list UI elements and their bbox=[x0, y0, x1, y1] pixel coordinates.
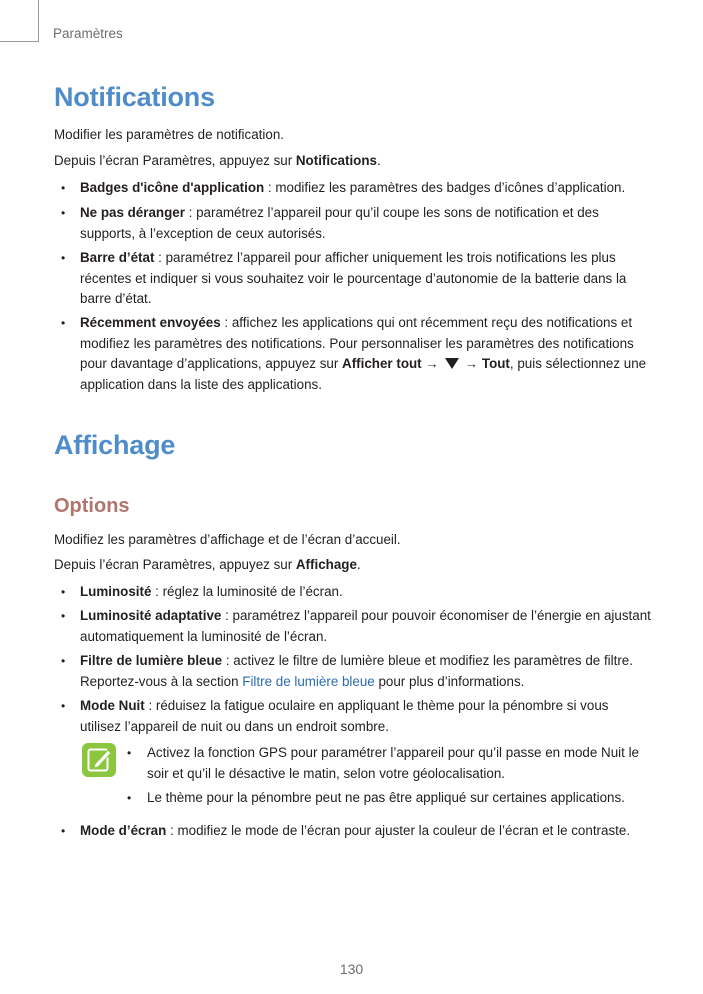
corner-mark-vertical bbox=[38, 0, 39, 42]
bullet-dot: • bbox=[61, 585, 66, 599]
subsection-title-options: Options bbox=[54, 495, 130, 517]
item-term: Barre d’état bbox=[80, 250, 155, 265]
corner-mark-horizontal bbox=[0, 41, 38, 42]
show-all-label: Afficher tout bbox=[342, 356, 422, 371]
list-item bbox=[54, 203, 654, 244]
item-text: : affichez les applications qui ont récemment reçu des notifications et modifiez les paramètres des notifications. Pour personnaliser les paramètres des notifications pour davantage d’applications, appuyez sur bbox=[80, 315, 634, 371]
path-target: Affichage bbox=[295, 557, 357, 572]
arrow: → bbox=[425, 356, 439, 371]
bullet-dot: • bbox=[61, 654, 66, 668]
path-prefix: Depuis l’écran Paramètres, appuyez sur bbox=[54, 153, 296, 168]
list-item bbox=[54, 582, 654, 603]
affichage-path bbox=[54, 555, 361, 575]
note-item bbox=[127, 788, 647, 809]
item-term: Récemment envoyées bbox=[80, 315, 221, 330]
note-pencil-icon bbox=[82, 743, 116, 777]
item-tail: , puis sélectionnez une application dans la liste des applications. bbox=[80, 356, 647, 392]
list-item bbox=[54, 696, 654, 737]
section-title-notifications: Notifications bbox=[54, 82, 215, 112]
path-suffix: . bbox=[376, 153, 381, 168]
item-text: : paramétrez l’appareil pour qu’il coupe les sons de notification et des supports, à l’exception de ceux autorisés. bbox=[80, 205, 599, 241]
item-term: Luminosité bbox=[80, 584, 152, 599]
note-text: Activez la fonction GPS pour paramétrer l’appareil pour qu’il passe en mode Nuit le soir et qu’il le désactive le matin, selon votre géolocalisation. bbox=[147, 745, 639, 781]
list-item bbox=[54, 821, 654, 842]
bullet-dot: • bbox=[61, 609, 66, 623]
affichage-intro: Modifiez les paramètres d’affichage et de l’écran d’accueil. bbox=[54, 532, 401, 547]
list-item bbox=[54, 178, 654, 199]
list-item bbox=[54, 313, 654, 395]
section-title-affichage: Affichage bbox=[54, 430, 176, 460]
bullet-dot: • bbox=[127, 746, 132, 760]
path-target: Notifications bbox=[295, 153, 377, 168]
notifications-path bbox=[54, 151, 381, 171]
dropdown-triangle-icon bbox=[445, 358, 459, 369]
page-number: 130 bbox=[339, 961, 364, 977]
bullet-dot: • bbox=[61, 251, 66, 265]
item-tail: pour plus d’informations. bbox=[374, 673, 525, 689]
item-term: Mode Nuit bbox=[80, 698, 145, 713]
bullet-dot: • bbox=[61, 699, 66, 713]
item-text: : modifiez le mode de l’écran pour ajuster la couleur de l’écran et le contraste. bbox=[166, 823, 631, 838]
item-text: : activez le filtre de lumière bleue et modifiez les paramètres de filtre. Reportez-vous à la section bbox=[80, 653, 633, 689]
list-item bbox=[54, 606, 654, 647]
arrow: → bbox=[464, 356, 479, 371]
bullet-dot: • bbox=[127, 791, 132, 805]
item-text: : réglez la luminosité de l’écran. bbox=[151, 584, 343, 599]
bullet-dot: • bbox=[61, 316, 66, 330]
item-term: Ne pas déranger bbox=[80, 205, 185, 220]
item-text: : réduisez la fatigue oculaire en appliquant le thème pour la pénombre si vous utilisez l’appareil de nuit ou dans un endroit sombre. bbox=[80, 698, 609, 734]
bullet-dot: • bbox=[61, 181, 66, 195]
bullet-dot: • bbox=[61, 824, 66, 838]
notifications-intro: Modifier les paramètres de notification. bbox=[54, 127, 284, 142]
item-term: Badges d'icône d'application bbox=[80, 180, 265, 195]
list-item bbox=[54, 248, 654, 310]
item-text: : modifiez les paramètres des badges d’icônes d’application. bbox=[264, 180, 626, 195]
item-text: : paramétrez l’appareil pour pouvoir économiser de l’énergie en ajustant automatiquement la luminosité de l’écran. bbox=[80, 608, 651, 644]
note-text: Le thème pour la pénombre peut ne pas être appliqué sur certaines applications. bbox=[147, 790, 625, 805]
bullet-dot: • bbox=[61, 206, 66, 220]
path-suffix: . bbox=[356, 557, 361, 572]
item-term: Filtre de lumière bleue bbox=[80, 653, 223, 668]
running-head: Paramètres bbox=[53, 26, 123, 41]
note-item bbox=[127, 743, 647, 784]
item-term: Mode d’écran bbox=[80, 823, 167, 838]
item-text: : paramétrez l’appareil pour afficher uniquement les trois notifications les plus récentes et indiquer si vous souhaitez voir le pourcentage d’autonomie de la batterie dans la barre d’état. bbox=[80, 250, 627, 306]
item-term: Luminosité adaptative bbox=[80, 608, 222, 623]
list-item bbox=[54, 651, 654, 692]
all-label: Tout bbox=[481, 356, 510, 371]
blue-light-filter-link[interactable]: Filtre de lumière bleue bbox=[242, 673, 375, 689]
path-prefix: Depuis l’écran Paramètres, appuyez sur bbox=[54, 557, 296, 572]
